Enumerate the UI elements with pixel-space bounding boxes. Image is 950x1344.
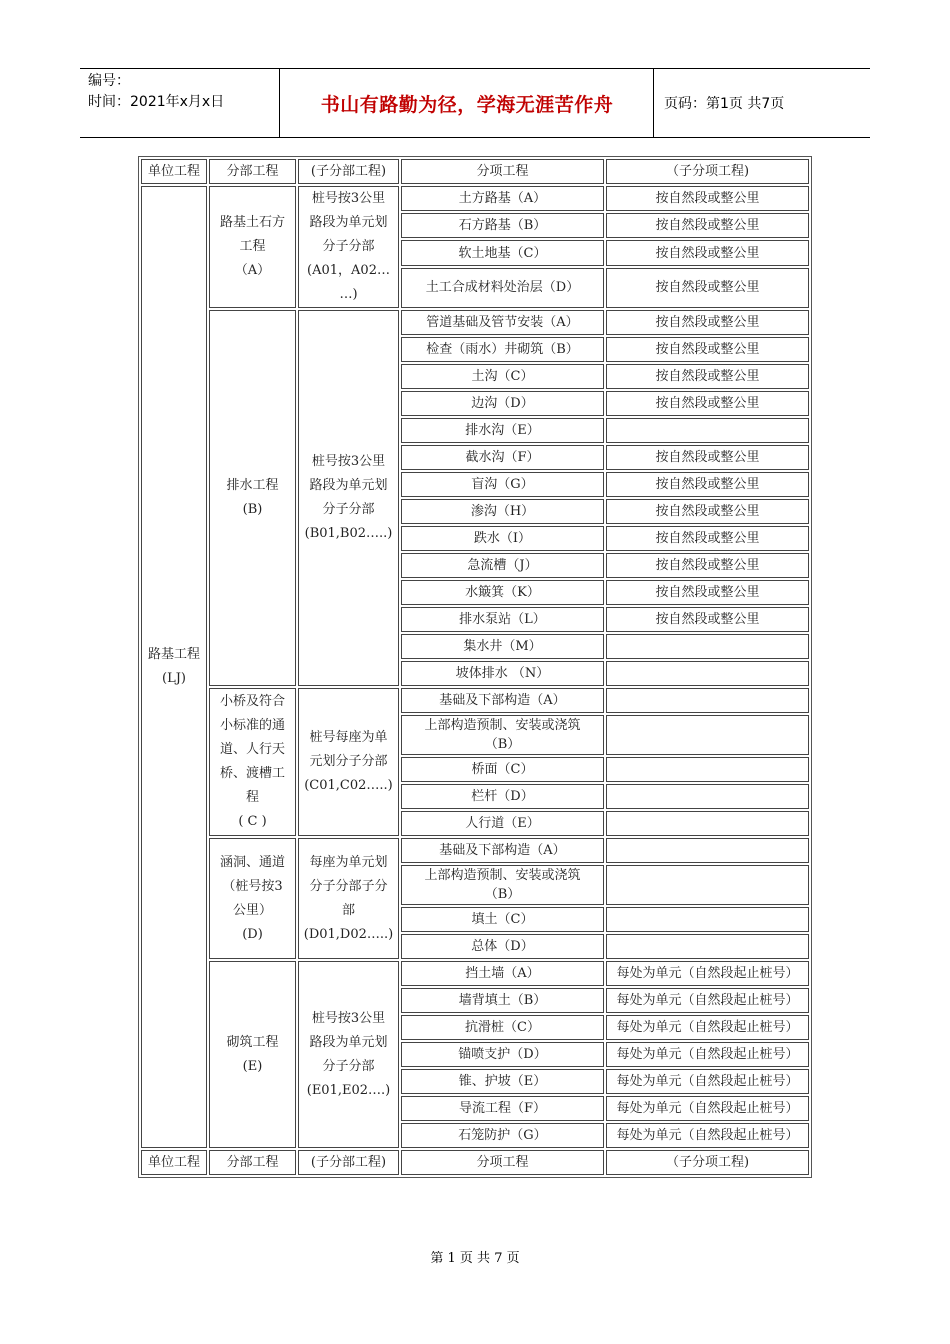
sub-item-cell: 每处为单元（自然段起止桩号） — [606, 1015, 809, 1040]
header-page-label: 页码：第1页 共7页 — [664, 96, 785, 112]
item-cell: 检查（雨水）井砌筑（B） — [401, 337, 604, 362]
sub-division-cell: 桩号按3公里 路段为单元划 分子分部 (E01,E02….) — [298, 961, 399, 1148]
column-header: (子分部工程) — [298, 159, 399, 184]
sub-item-cell — [606, 784, 809, 809]
sub-item-cell: 按自然段或整公里 — [606, 580, 809, 605]
sub-item-cell: 按自然段或整公里 — [606, 310, 809, 335]
division-cell: 排水工程 (B) — [209, 310, 296, 686]
sub-item-cell: 按自然段或整公里 — [606, 337, 809, 362]
item-cell: 土方路基（A） — [401, 186, 604, 211]
sub-item-cell — [606, 418, 809, 443]
column-header: 单位工程 — [141, 159, 207, 184]
sub-division-cell: 桩号每座为单 元划分子分部 (C01,C02…..) — [298, 688, 399, 836]
item-cell: 锥、护坡（E） — [401, 1069, 604, 1094]
item-cell: 截水沟（F） — [401, 445, 604, 470]
sub-item-cell: 按自然段或整公里 — [606, 391, 809, 416]
division-table — [138, 156, 812, 1178]
column-header: 分项工程 — [401, 1150, 604, 1175]
sub-item-cell — [606, 688, 809, 713]
item-cell: 抗滑桩（C） — [401, 1015, 604, 1040]
table-row — [141, 838, 809, 863]
document-time-label: 时间：2021年x月x日 — [88, 94, 225, 110]
sub-item-cell: 按自然段或整公里 — [606, 213, 809, 238]
division-cell: 路基土石方 工程 （A） — [209, 186, 296, 308]
sub-item-cell: 每处为单元（自然段起止桩号） — [606, 1042, 809, 1067]
sub-item-cell: 按自然段或整公里 — [606, 186, 809, 211]
sub-item-cell: 每处为单元（自然段起止桩号） — [606, 988, 809, 1013]
item-cell: 急流槽（J） — [401, 553, 604, 578]
project-division-table — [138, 156, 812, 1178]
sub-item-cell: 每处为单元（自然段起止桩号） — [606, 1096, 809, 1121]
sub-item-cell: 每处为单元（自然段起止桩号） — [606, 961, 809, 986]
sub-item-cell — [606, 811, 809, 836]
division-cell: 小桥及符合 小标准的通 道、人行天 桥、渡槽工 程 ( C ) — [209, 688, 296, 836]
sub-item-cell: 每处为单元（自然段起止桩号） — [606, 1069, 809, 1094]
sub-division-cell: 每座为单元划 分子分部子分 部 (D01,D02…..) — [298, 838, 399, 959]
sub-item-cell: 按自然段或整公里 — [606, 364, 809, 389]
column-header: （子分项工程) — [606, 1150, 809, 1175]
item-cell: 挡土墙（A） — [401, 961, 604, 986]
division-cell: 涵洞、通道 （桩号按3 公里） (D) — [209, 838, 296, 959]
table-row — [141, 688, 809, 713]
sub-item-cell — [606, 715, 809, 755]
item-cell: 排水沟（E） — [401, 418, 604, 443]
item-cell: 基础及下部构造（A） — [401, 688, 604, 713]
column-header: 分部工程 — [209, 1150, 296, 1175]
table-row — [141, 961, 809, 986]
item-cell: 填土（C） — [401, 907, 604, 932]
item-cell: 墙背填土（B） — [401, 988, 604, 1013]
item-cell: 栏杆（D） — [401, 784, 604, 809]
column-header: （子分项工程) — [606, 159, 809, 184]
sub-item-cell: 按自然段或整公里 — [606, 499, 809, 524]
item-cell: 导流工程（F） — [401, 1096, 604, 1121]
item-cell: 水簸箕（K） — [401, 580, 604, 605]
header-motto: 书山有路勤为径，学海无涯苦作舟 — [281, 69, 654, 137]
item-cell: 总体（D） — [401, 934, 604, 959]
sub-item-cell: 每处为单元（自然段起止桩号） — [606, 1123, 809, 1148]
sub-item-cell — [606, 907, 809, 932]
sub-item-cell — [606, 661, 809, 686]
table-row — [141, 310, 809, 335]
item-cell: 边沟（D） — [401, 391, 604, 416]
column-header: 分部工程 — [209, 159, 296, 184]
header-meta — [80, 69, 280, 137]
item-cell: 上部构造预制、安装或浇筑 （B） — [401, 865, 604, 905]
sub-item-cell: 按自然段或整公里 — [606, 445, 809, 470]
page-header — [80, 68, 870, 138]
item-cell: 土沟（C） — [401, 364, 604, 389]
column-header: 单位工程 — [141, 1150, 207, 1175]
sub-item-cell: 按自然段或整公里 — [606, 526, 809, 551]
item-cell: 坡体排水 （N） — [401, 661, 604, 686]
column-header: 分项工程 — [401, 159, 604, 184]
item-cell: 上部构造预制、安装或浇筑 （B） — [401, 715, 604, 755]
sub-item-cell: 按自然段或整公里 — [606, 268, 809, 308]
document-number-label: 编号： — [88, 73, 130, 89]
sub-item-cell — [606, 865, 809, 905]
sub-item-cell — [606, 838, 809, 863]
sub-item-cell — [606, 634, 809, 659]
sub-item-cell — [606, 757, 809, 782]
item-cell: 集水井（M） — [401, 634, 604, 659]
table-footer-row — [141, 1150, 809, 1175]
sub-division-cell: 桩号按3公里 路段为单元划 分子分部 (A01，A02… …) — [298, 186, 399, 308]
item-cell: 桥面（C） — [401, 757, 604, 782]
item-cell: 渗沟（H） — [401, 499, 604, 524]
item-cell: 土工合成材料处治层（D） — [401, 268, 604, 308]
division-cell: 砌筑工程 (E) — [209, 961, 296, 1148]
sub-item-cell: 按自然段或整公里 — [606, 240, 809, 265]
column-header: (子分部工程) — [298, 1150, 399, 1175]
sub-item-cell: 按自然段或整公里 — [606, 553, 809, 578]
item-cell: 人行道（E） — [401, 811, 604, 836]
item-cell: 石笼防护（G） — [401, 1123, 604, 1148]
sub-item-cell: 按自然段或整公里 — [606, 472, 809, 497]
unit-project-cell: 路基工程 (LJ) — [141, 186, 207, 1148]
page-footer: 第 1 页 共 7 页 — [430, 1251, 520, 1266]
item-cell: 基础及下部构造（A） — [401, 838, 604, 863]
item-cell: 石方路基（B） — [401, 213, 604, 238]
item-cell: 跌水（I） — [401, 526, 604, 551]
item-cell: 盲沟（G） — [401, 472, 604, 497]
item-cell: 锚喷支护（D） — [401, 1042, 604, 1067]
item-cell: 软土地基（C） — [401, 240, 604, 265]
sub-division-cell: 桩号按3公里 路段为单元划 分子分部 (B01,B02…..) — [298, 310, 399, 686]
item-cell: 管道基础及管节安装（A） — [401, 310, 604, 335]
item-cell: 排水泵站（L） — [401, 607, 604, 632]
sub-item-cell — [606, 934, 809, 959]
table-row — [141, 186, 809, 211]
table-header-row — [141, 159, 809, 184]
sub-item-cell: 按自然段或整公里 — [606, 607, 809, 632]
